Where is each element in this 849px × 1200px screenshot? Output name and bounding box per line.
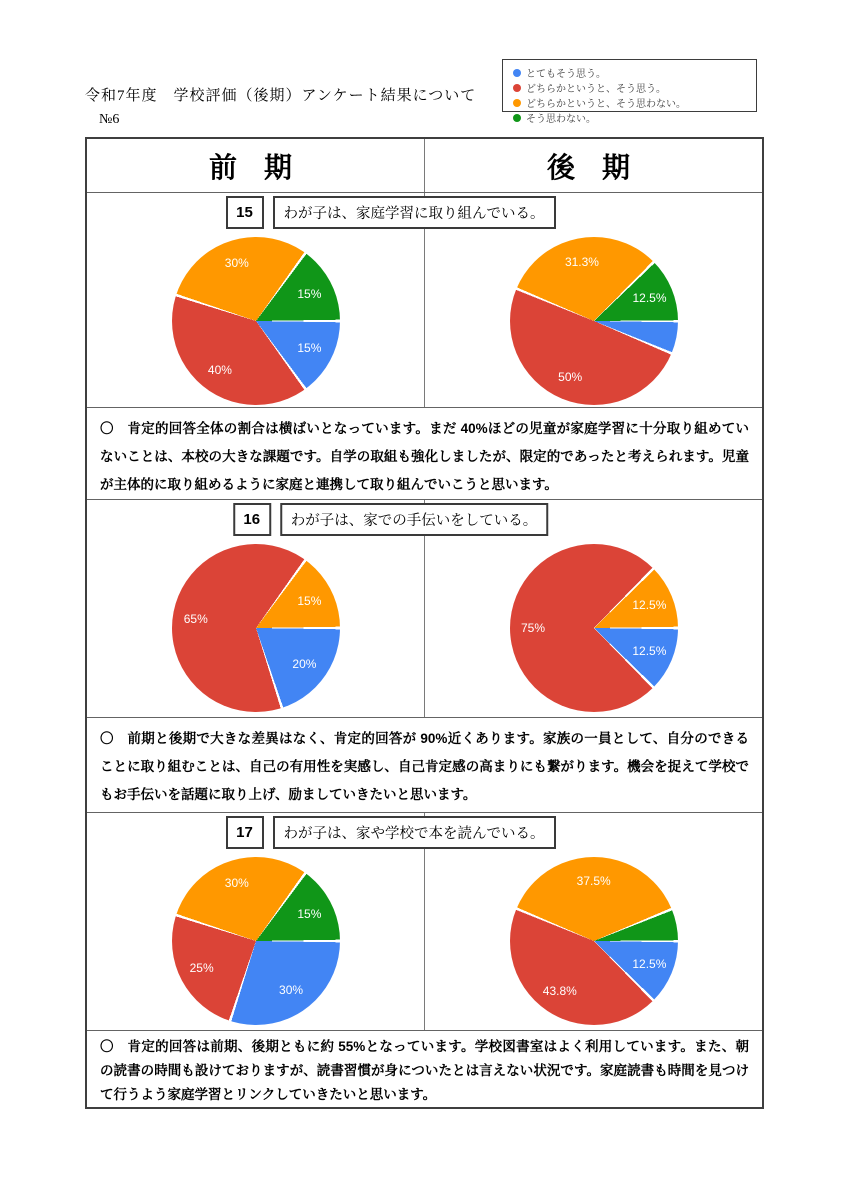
pie-slice-label: 15% — [297, 341, 322, 356]
results-table — [85, 137, 764, 1109]
legend-label: どちらかというと、そう思わない。 — [526, 99, 686, 110]
legend-dot-blue-icon — [513, 69, 521, 77]
question-text-box: わが子は、家や学校で本を読んでいる。 — [273, 816, 556, 849]
pie-slice-label: 30% — [279, 982, 304, 997]
pie-slice-label: 65% — [183, 611, 208, 626]
question-number-box: 16 — [233, 503, 271, 536]
legend-item — [513, 110, 752, 125]
pie-slice-label: 12.5% — [632, 597, 667, 612]
legend-dot-green-icon — [513, 114, 521, 122]
pie-slice-label: 30% — [224, 256, 249, 271]
comment-row-q15 — [87, 407, 762, 499]
charts-row-q15 — [87, 192, 762, 407]
pie-slice-label: 12.5% — [632, 644, 667, 659]
question-number-box: 17 — [226, 816, 264, 849]
pie-slice-label: 12.5% — [632, 957, 667, 972]
question-label-q16 — [233, 503, 549, 536]
legend-label: どちらかというと、そう思う。 — [526, 84, 666, 95]
legend-label: そう思わない。 — [526, 114, 596, 125]
pie-chart-q16-first-term — [172, 544, 340, 712]
question-label-q15 — [226, 196, 556, 229]
legend-item — [513, 65, 752, 80]
charts-row-q16 — [87, 499, 762, 717]
pie-slice-label: 20% — [292, 656, 317, 671]
pie-chart-q15-first-term — [172, 237, 340, 405]
header-second-term: 後 期 — [424, 139, 762, 192]
question-label-q17 — [226, 816, 556, 849]
comment-text-q17: 〇 肯定的回答は前期、後期ともに約 55%となっています。学校図書室はよく利用しています。また、朝の読書の時間も設けておりますが、読書習慣が身についたとは言えない状況です。家庭読書も時間を見つけて行うよう家庭学習とリンクしていきたいと思います。 — [100, 1039, 749, 1102]
pie-slice-label: 25% — [189, 961, 214, 976]
question-text-box: わが子は、家での手伝いをしている。 — [280, 503, 549, 536]
pie-slice-label: 37.5% — [576, 873, 611, 888]
pie-slice-label: 50% — [558, 369, 583, 384]
comment-row-q17 — [87, 1030, 762, 1107]
comment-text-q15: 〇 肯定的回答全体の割合は横ばいとなっています。まだ 40%ほどの児童が家庭学習に十分取り組めていないことは、本校の大きな課題です。自学の取組も強化しましたが、限定的であったと考えられます。児童が主体的に取り組めるように家庭と連携して取り組んでいこうと思います。 — [100, 421, 749, 492]
question-number-box: 15 — [226, 196, 264, 229]
pie-slice-label: 30% — [224, 876, 249, 891]
header-first-term: 前 期 — [208, 152, 302, 184]
pie-chart-q16-second-term — [510, 544, 678, 712]
legend-box — [502, 59, 757, 125]
charts-row-q17 — [87, 812, 762, 1030]
pie-slice-label: 12.5% — [632, 291, 667, 306]
page-title: 令和7年度 学校評価（後期）アンケート結果について — [85, 88, 477, 104]
page-number: №6 — [99, 112, 120, 127]
legend-item — [513, 95, 752, 110]
pie-slice-label: 15% — [297, 906, 322, 921]
legend-label: とてもそう思う。 — [526, 69, 606, 80]
pie-chart-q15-second-term — [510, 237, 678, 405]
comment-row-q16 — [87, 717, 762, 812]
comment-text-q16: 〇 前期と後期で大きな差異はなく、肯定的回答が 90%近くあります。家族の一員として、自分のできることに取り組むことは、自己の有用性を実感し、自己肯定感の高まりにも繋がります。機会を捉えて学校でもお手伝いを話題に取り上げ、励ましていきたいと思います。 — [100, 731, 749, 802]
pie-slice-label: 75% — [521, 621, 546, 635]
question-text-box: わが子は、家庭学習に取り組んでいる。 — [273, 196, 556, 229]
table-header-row — [87, 139, 762, 192]
pie-slice-label: 40% — [207, 362, 232, 377]
legend-dot-orange-icon — [513, 99, 521, 107]
legend-item — [513, 80, 752, 95]
pie-slice-label: 43.8% — [542, 984, 577, 999]
pie-chart-q17-second-term — [510, 857, 678, 1025]
pie-slice-label: 31.3% — [564, 254, 599, 269]
pie-chart-q17-first-term — [172, 857, 340, 1025]
pie-slice-label: 15% — [297, 286, 322, 301]
legend-dot-red-icon — [513, 84, 521, 92]
pie-slice-label: 15% — [297, 593, 322, 608]
